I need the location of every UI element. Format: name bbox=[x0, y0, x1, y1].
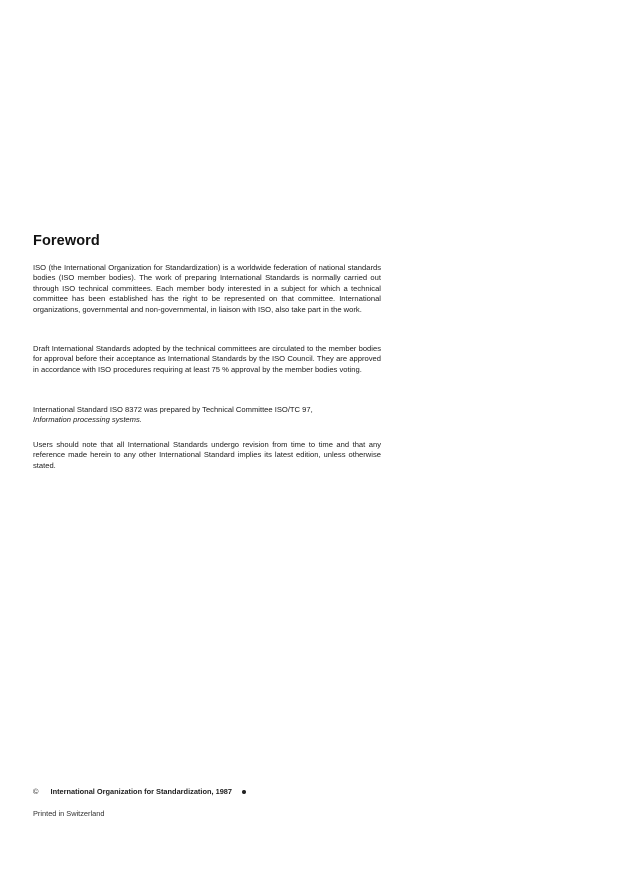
committee-title: Information processing systems. bbox=[33, 415, 142, 425]
copyright-line bbox=[33, 787, 246, 796]
paragraph-revision-note: Users should note that all International Standards undergo revision from time to time and that any reference made herein to any other International Standard implies its latest edition, unless otherwise stated. bbox=[33, 440, 381, 470]
printed-location: Printed in Switzerland bbox=[33, 809, 105, 818]
paragraph-draft-standards: Draft International Standards adopted by the technical committees are circulated to the member bodies for approval before their acceptance as International Standards by the ISO Council. They are approved in accordance with ISO procedures requiring at least 75 % approval by the member bodies voting. bbox=[33, 344, 381, 374]
bullet-icon bbox=[242, 790, 246, 794]
paragraph-iso-description: ISO (the International Organization for Standardization) is a worldwide federation of national standards bodies (ISO member bodies). The work of preparing International Standards is normally carried out through ISO technical committees. Each member body interested in a subject for which a technical committee has been established has the right to be represented on that committee. International organizations, governmental and non-governmental, in liaison with ISO, also take part in the work. bbox=[33, 263, 381, 314]
copyright-text: International Organization for Standardization, 1987 bbox=[50, 787, 233, 796]
copyright-icon: © bbox=[33, 787, 39, 796]
preparation-text: International Standard ISO 8372 was prepared by Technical Committee ISO/TC 97, bbox=[33, 405, 313, 414]
paragraph-standard-preparation bbox=[33, 405, 381, 426]
page-title: Foreword bbox=[33, 233, 100, 249]
